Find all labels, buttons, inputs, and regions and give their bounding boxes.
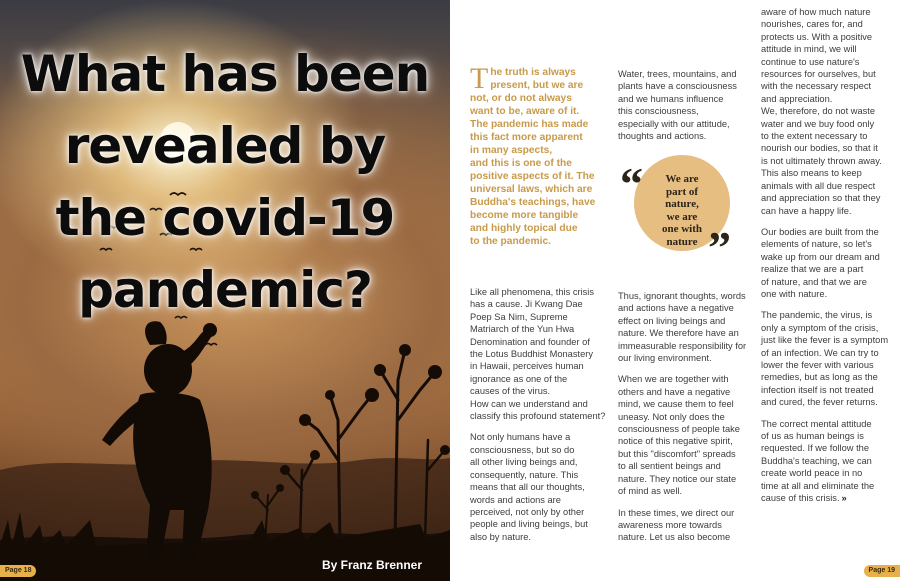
pull-quote-line: we are bbox=[666, 210, 698, 223]
paragraph bbox=[470, 286, 610, 422]
text-line: has a cause. Ji Kwang Dae bbox=[470, 299, 583, 310]
text-line: consequently, nature. This bbox=[470, 469, 579, 480]
intro-line: and this is one of the bbox=[470, 158, 572, 169]
intro-line: want to be, aware of it. bbox=[470, 106, 580, 117]
paragraph bbox=[618, 373, 756, 497]
text-line: consciousness of people take bbox=[618, 424, 740, 435]
text-line: nature. We therefore have an bbox=[618, 328, 739, 339]
author-byline: By Franz Brenner bbox=[321, 558, 422, 572]
text-line: of nature, and that we are bbox=[761, 276, 867, 287]
text-line: create world peace in no bbox=[761, 468, 863, 479]
paragraph bbox=[761, 226, 891, 300]
intro-line: he truth is always bbox=[490, 67, 576, 78]
text-line: can have a happy life. bbox=[761, 205, 852, 216]
text-line: people and living beings, but bbox=[470, 519, 588, 530]
right-page-text bbox=[450, 0, 900, 581]
text-line: cause of this crisis. bbox=[761, 493, 840, 504]
paragraph bbox=[761, 6, 891, 217]
pull-quote-line: part of bbox=[665, 185, 699, 198]
column-2-top bbox=[618, 68, 748, 151]
intro-line: universal laws, which are bbox=[470, 184, 593, 195]
text-line: aware of how much nature bbox=[761, 7, 871, 17]
text-line-with-continue bbox=[761, 492, 891, 504]
text-line: consciousness, but so do bbox=[470, 444, 575, 455]
drop-cap: T bbox=[470, 62, 489, 95]
text-line: How can we understand and bbox=[470, 398, 588, 409]
text-line: of an infection. We can try to bbox=[761, 347, 879, 358]
text-line: requested. If we follow the bbox=[761, 443, 870, 454]
text-line: effect on living beings and bbox=[618, 315, 726, 326]
intro-line: in many aspects, bbox=[470, 145, 553, 156]
text-line: in Hawaii, perceives human bbox=[470, 361, 584, 372]
intro-line: to the pandemic. bbox=[470, 236, 551, 247]
text-line: In these times, we direct our bbox=[618, 507, 735, 518]
paragraph bbox=[761, 418, 891, 505]
text-line: the Lotus Buddhist Monastery bbox=[470, 349, 593, 360]
text-line: elements of nature, so let's bbox=[761, 239, 872, 250]
paragraph bbox=[618, 290, 756, 364]
headline-line: What has been bbox=[20, 45, 430, 103]
text-line: this consciousness, bbox=[618, 106, 699, 117]
text-line: Buddha's teaching, we can bbox=[761, 455, 872, 466]
text-line: with the necessary respect bbox=[761, 81, 872, 92]
intro-line: present, but we are bbox=[490, 80, 584, 91]
text-line: The pandemic, the virus, is bbox=[761, 310, 873, 321]
pull-quote-line: one with bbox=[661, 223, 703, 235]
text-line: uneasy. Not only does the bbox=[618, 411, 725, 422]
text-line: When we are together with bbox=[618, 374, 729, 385]
text-line: Thus, ignorant thoughts, words bbox=[618, 291, 746, 301]
continue-arrow-icon: » bbox=[841, 493, 847, 504]
article-headline bbox=[0, 38, 450, 326]
intro-line: The pandemic has made bbox=[470, 119, 589, 130]
text-line: mind, we cause them to feel bbox=[618, 399, 734, 410]
text-line: Poep Sa Nim, Supreme bbox=[470, 311, 568, 322]
pull-quote-line: nature, bbox=[665, 198, 699, 210]
text-line: ignorance as one of the bbox=[470, 373, 568, 384]
text-line: water and we buy food only bbox=[761, 118, 875, 129]
text-line: but this "discomfort" spreads bbox=[618, 448, 736, 459]
text-line: to all sentient beings and bbox=[618, 461, 721, 472]
headline-line: the covid-19 bbox=[55, 189, 395, 247]
paragraph bbox=[470, 431, 610, 543]
text-line: especially with our attitude, bbox=[618, 118, 730, 129]
intro-paragraph bbox=[470, 62, 610, 248]
text-line: Like all phenomena, this crisis bbox=[470, 287, 595, 297]
text-line: others and have a negative bbox=[618, 386, 731, 397]
headline-line: pandemic? bbox=[78, 261, 372, 319]
text-line: classify this profound statement? bbox=[470, 411, 606, 422]
text-line: also by nature. bbox=[470, 531, 531, 542]
text-line: wake up from our dream and bbox=[761, 251, 880, 262]
paragraph bbox=[618, 68, 748, 142]
text-line: to the extent necessary to bbox=[761, 131, 868, 142]
text-line: nourish our bodies, so that it bbox=[761, 143, 878, 154]
text-line: continue to use nature's bbox=[761, 56, 860, 67]
text-line: is not ultimately thrown away. bbox=[761, 155, 882, 166]
text-line: Water, trees, mountains, and bbox=[618, 69, 737, 79]
text-line: Not only humans have a bbox=[470, 432, 571, 443]
text-line: resources for ourselves, but bbox=[761, 69, 876, 80]
pull-quote-line: We are bbox=[665, 173, 699, 185]
text-line: Our bodies are built from the bbox=[761, 226, 879, 237]
text-line: means that all our thoughts, bbox=[470, 482, 585, 493]
column-1 bbox=[470, 286, 610, 552]
text-line: The correct mental attitude bbox=[761, 418, 872, 429]
text-line: our living environment. bbox=[618, 353, 712, 364]
text-line: plants have a consciousness bbox=[618, 81, 737, 92]
text-line: and actions have a negative bbox=[618, 303, 734, 314]
text-line: lower the fever with various bbox=[761, 359, 874, 370]
text-line: perceived, not only by other bbox=[470, 506, 585, 517]
text-line: of mind as well. bbox=[618, 486, 683, 497]
text-line: and appreciation. bbox=[761, 93, 833, 104]
text-line: infection itself is not treated bbox=[761, 384, 874, 395]
column-2-bottom bbox=[618, 290, 756, 553]
text-line: and we humans influence bbox=[618, 93, 724, 104]
text-line: just like the fever is a symptom bbox=[761, 335, 889, 346]
paragraph bbox=[618, 507, 756, 544]
text-line: remedies, but as long as the bbox=[761, 372, 878, 383]
open-quote-mark: “ bbox=[620, 158, 643, 209]
intro-line: not, or do not always bbox=[470, 93, 572, 104]
text-line: nature. Let us also become bbox=[618, 532, 731, 543]
text-line: We, therefore, do not waste bbox=[761, 106, 876, 117]
intro-line: become more tangible bbox=[470, 210, 579, 221]
text-line: nature. They notice our state bbox=[618, 473, 737, 484]
text-line: Matriarch of the Yun Hwa bbox=[470, 324, 575, 335]
text-line: This also means to keep bbox=[761, 168, 862, 179]
page-number-left: Page 18 bbox=[0, 565, 36, 577]
paragraph bbox=[761, 309, 891, 408]
text-line: of us as human beings is bbox=[761, 431, 864, 441]
text-line: notice of this negative spirit, bbox=[618, 436, 733, 447]
intro-line: this fact more apparent bbox=[470, 132, 583, 143]
page-number-right: Page 19 bbox=[864, 565, 900, 577]
text-line: attitude in mind, we will bbox=[761, 44, 857, 55]
text-line: words and actions are bbox=[470, 494, 561, 505]
close-quote-mark: ” bbox=[708, 222, 731, 273]
text-line: time at all and eliminate the bbox=[761, 480, 875, 491]
headline-line: revealed by bbox=[64, 117, 386, 175]
text-line: causes of the virus. bbox=[470, 386, 551, 397]
text-line: animals with all due respect bbox=[761, 180, 876, 191]
text-line: Denomination and founder of bbox=[470, 336, 590, 347]
text-line: one with nature. bbox=[761, 288, 828, 299]
text-line: only a symptom of the crisis, bbox=[761, 322, 879, 333]
pull-quote-line: nature bbox=[666, 235, 698, 248]
intro-line: Buddha's teachings, have bbox=[470, 197, 596, 208]
text-line: immeasurable responsibility for bbox=[618, 340, 747, 351]
text-line: all other living beings and, bbox=[470, 457, 578, 468]
text-line: protects us. With a positive bbox=[761, 31, 873, 42]
intro-line: and highly topical due bbox=[470, 223, 578, 234]
text-line: awareness more towards bbox=[618, 519, 722, 530]
column-3 bbox=[761, 6, 891, 513]
text-line: nourishes, cares for, and bbox=[761, 19, 863, 30]
intro-line: positive aspects of it. The bbox=[470, 171, 595, 182]
text-line: thoughts and actions. bbox=[618, 131, 707, 142]
text-line: realize that we are a part bbox=[761, 264, 864, 275]
text-line: and cured, the fever returns. bbox=[761, 397, 878, 408]
text-line: and appreciation so that they bbox=[761, 193, 881, 204]
